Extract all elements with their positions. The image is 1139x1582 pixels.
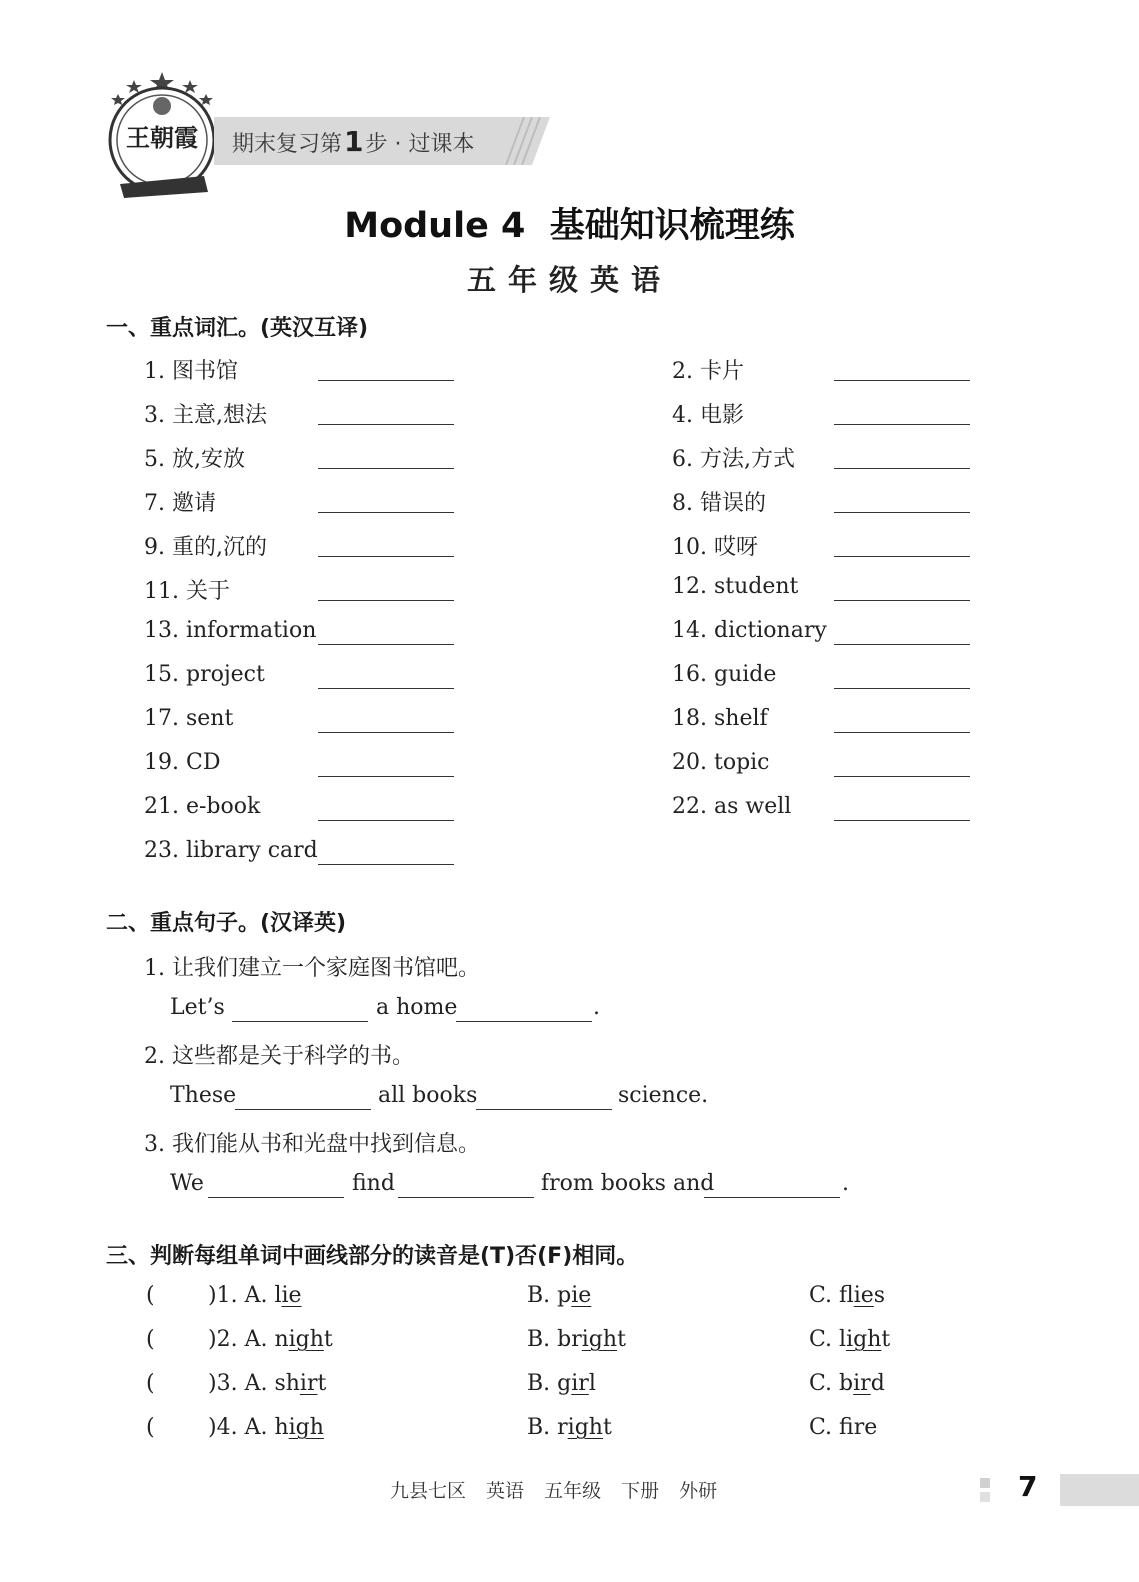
step-banner-text: 期末复习第1步 · 过课本 — [232, 125, 475, 158]
phonics-row-1-b: B. pie — [527, 1283, 592, 1308]
sentence-3-part-b: find — [352, 1171, 395, 1196]
answer-blank-16[interactable] — [834, 688, 970, 689]
vocab-item-8: 8. 错误的 — [672, 491, 766, 516]
phonics-row-1-c: C. flies — [809, 1283, 886, 1308]
page-number: 7 — [1018, 1470, 1038, 1503]
vocab-item-21: 21. e-book — [144, 794, 261, 819]
footer-info: 九县七区 英语 五年级 下册 外研 — [390, 1480, 718, 1502]
section-1-heading: 一、重点词汇。(英汉互译) — [106, 316, 369, 341]
sentence-1-blank-2[interactable] — [456, 1021, 592, 1022]
page-title: Module 4 基础知识梳理练 — [344, 206, 795, 246]
answer-blank-4[interactable] — [834, 424, 970, 425]
sentence-1-part-a: Let’s — [170, 995, 225, 1020]
answer-blank-15[interactable] — [318, 688, 454, 689]
vocab-item-10: 10. 哎呀 — [672, 535, 758, 560]
sentence-3-part-c: from books and — [541, 1171, 715, 1196]
vocab-item-18: 18. shelf — [672, 706, 768, 731]
phonics-row-3-c: C. bird — [809, 1371, 885, 1396]
phonics-row-4-b: B. right — [527, 1415, 612, 1440]
answer-blank-23[interactable] — [318, 864, 454, 865]
answer-blank-7[interactable] — [318, 512, 454, 513]
phonics-row-3-a: )3. A. shirt — [208, 1371, 327, 1396]
answer-blank-19[interactable] — [318, 776, 454, 777]
page-subtitle: 五年级英语 — [466, 263, 672, 297]
logo-text: 王朝霞 — [126, 123, 198, 152]
answer-blank-13[interactable] — [318, 644, 454, 645]
vocab-item-9: 9. 重的,沉的 — [144, 535, 267, 560]
vocab-item-23: 23. library card — [144, 838, 318, 863]
sentence-3-part-d: . — [842, 1171, 849, 1196]
sentence-2-part-c: science. — [618, 1083, 709, 1108]
sentence-1-part-c: . — [593, 995, 600, 1020]
phonics-row-2-b: B. bright — [527, 1327, 626, 1352]
answer-blank-12[interactable] — [834, 600, 970, 601]
vocab-item-12: 12. student — [672, 574, 799, 599]
vocab-item-2: 2. 卡片 — [672, 359, 744, 384]
sentence-3-chinese: 3. 我们能从书和光盘中找到信息。 — [144, 1132, 480, 1157]
vocab-item-7: 7. 邀请 — [144, 491, 216, 516]
answer-blank-2[interactable] — [834, 380, 970, 381]
vocab-item-19: 19. CD — [144, 750, 221, 775]
vocab-item-17: 17. sent — [144, 706, 234, 731]
sentence-3-part-a: We — [170, 1171, 204, 1196]
sentence-1-chinese: 1. 让我们建立一个家庭图书馆吧。 — [144, 956, 480, 981]
answer-blank-5[interactable] — [318, 468, 454, 469]
section-2-heading: 二、重点句子。(汉译英) — [106, 911, 347, 936]
sentence-2-blank-2[interactable] — [476, 1109, 612, 1110]
vocab-item-13: 13. information — [144, 618, 317, 643]
vocab-item-15: 15. project — [144, 662, 265, 687]
answer-blank-20[interactable] — [834, 776, 970, 777]
vocab-item-4: 4. 电影 — [672, 403, 744, 428]
page-number-decoration — [978, 1474, 1139, 1506]
answer-blank-8[interactable] — [834, 512, 970, 513]
vocab-item-11: 11. 关于 — [144, 579, 230, 604]
sentence-2-part-b: all books — [378, 1083, 478, 1108]
sentence-2-part-a: These — [170, 1083, 237, 1108]
vocab-item-3: 3. 主意,想法 — [144, 403, 267, 428]
sentence-2-blank-1[interactable] — [235, 1109, 371, 1110]
answer-blank-1[interactable] — [318, 380, 454, 381]
vocab-item-16: 16. guide — [672, 662, 777, 687]
answer-blank-14[interactable] — [834, 644, 970, 645]
answer-paren-2[interactable]: ( — [146, 1327, 155, 1352]
answer-blank-11[interactable] — [318, 600, 454, 601]
phonics-row-4-c: C. fre — [809, 1415, 878, 1440]
section-3-heading: 三、判断每组单词中画线部分的读音是(T)否(F)相同。 — [106, 1244, 639, 1269]
answer-blank-9[interactable] — [318, 556, 454, 557]
sentence-2-chinese: 2. 这些都是关于科学的书。 — [144, 1044, 414, 1069]
answer-blank-10[interactable] — [834, 556, 970, 557]
vocab-item-6: 6. 方法,方式 — [672, 447, 795, 472]
vocab-item-20: 20. topic — [672, 750, 770, 775]
phonics-row-3-b: B. girl — [527, 1371, 596, 1396]
phonics-row-2-c: C. light — [809, 1327, 891, 1352]
vocab-item-5: 5. 放,安放 — [144, 447, 245, 472]
vocab-item-22: 22. as well — [672, 794, 792, 819]
answer-blank-22[interactable] — [834, 820, 970, 821]
phonics-row-2-a: )2. A. night — [208, 1327, 333, 1352]
answer-paren-1[interactable]: ( — [146, 1283, 155, 1308]
sentence-1-blank-1[interactable] — [232, 1021, 368, 1022]
answer-blank-17[interactable] — [318, 732, 454, 733]
vocab-item-14: 14. dictionary — [672, 618, 827, 643]
answer-blank-18[interactable] — [834, 732, 970, 733]
answer-blank-21[interactable] — [318, 820, 454, 821]
sentence-3-blank-3[interactable] — [704, 1197, 840, 1198]
vocab-item-1: 1. 图书馆 — [144, 359, 238, 384]
sentence-1-part-b: a home — [376, 995, 458, 1020]
phonics-row-4-a: )4. A. high — [208, 1415, 324, 1440]
sentence-3-blank-2[interactable] — [398, 1197, 534, 1198]
answer-paren-3[interactable]: ( — [146, 1371, 155, 1396]
answer-blank-3[interactable] — [318, 424, 454, 425]
sentence-3-blank-1[interactable] — [208, 1197, 344, 1198]
phonics-row-1-a: )1. A. lie — [208, 1283, 302, 1308]
answer-blank-6[interactable] — [834, 468, 970, 469]
answer-paren-4[interactable]: ( — [146, 1415, 155, 1440]
